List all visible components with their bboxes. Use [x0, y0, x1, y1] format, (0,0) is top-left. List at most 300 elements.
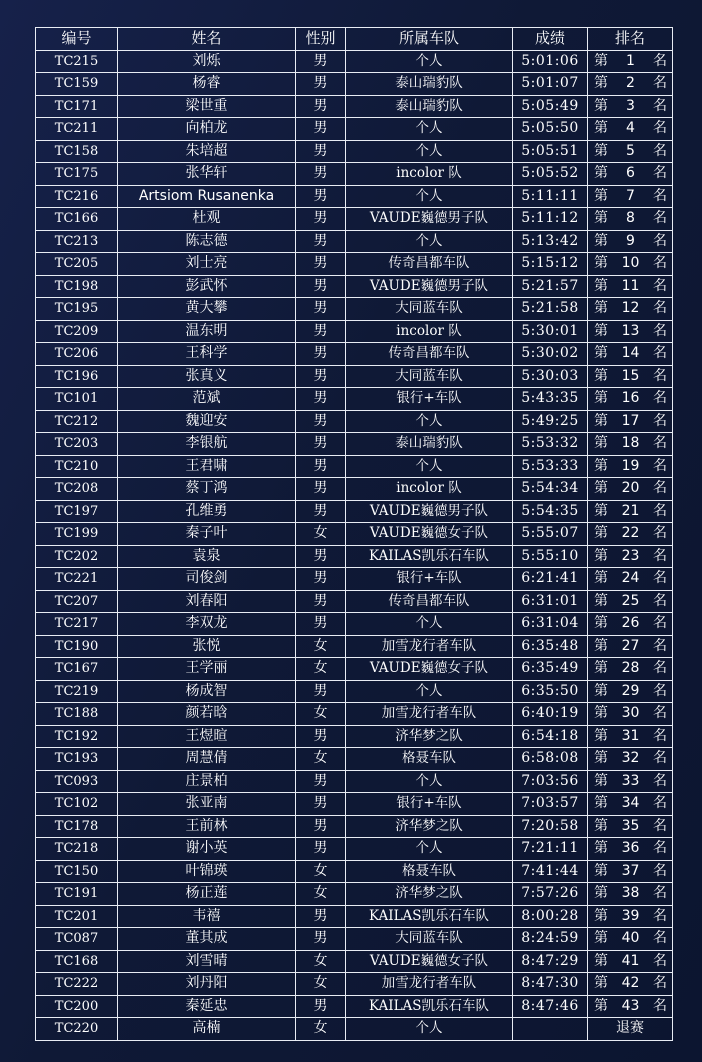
rank-prefix: 第 [594, 907, 608, 924]
table-row [36, 230, 673, 253]
rank-prefix: 第 [594, 435, 608, 452]
rank-suffix: 名 [653, 457, 667, 474]
rank-prefix: 第 [594, 255, 608, 272]
cell-id: TC205 [36, 253, 118, 276]
rank-suffix: 名 [653, 52, 667, 69]
cell-name: 袁泉 [118, 545, 296, 568]
rank-suffix: 名 [653, 817, 667, 834]
cell-rank [588, 545, 673, 568]
cell-team: 个人 [346, 50, 513, 73]
results-table-container [35, 27, 672, 1035]
rank-prefix: 第 [594, 682, 608, 699]
table-row [36, 500, 673, 523]
table-row [36, 838, 673, 861]
cell-time: 5:11:12 [513, 208, 588, 231]
cell-rank [588, 478, 673, 501]
cell-name: 蔡丁鸿 [118, 478, 296, 501]
cell-gender: 男 [296, 995, 346, 1018]
cell-time: 5:21:58 [513, 298, 588, 321]
rank-number: 28 [621, 660, 640, 677]
cell-rank [588, 500, 673, 523]
cell-name: 朱培超 [118, 140, 296, 163]
table-row [36, 455, 673, 478]
cell-team: 加雪龙行者车队 [346, 635, 513, 658]
rank-prefix: 第 [594, 795, 608, 812]
table-row [36, 950, 673, 973]
cell-id: TC178 [36, 815, 118, 838]
table-row [36, 523, 673, 546]
cell-time: 5:30:02 [513, 343, 588, 366]
cell-team: 传奇昌都车队 [346, 253, 513, 276]
cell-name: 魏迎安 [118, 410, 296, 433]
cell-time: 5:30:01 [513, 320, 588, 343]
cell-id: TC215 [36, 50, 118, 73]
cell-id: TC195 [36, 298, 118, 321]
table-row [36, 95, 673, 118]
rank-suffix: 名 [653, 322, 667, 339]
rank-number: 12 [621, 300, 640, 317]
cell-gender: 男 [296, 500, 346, 523]
rank-number: 38 [621, 885, 640, 902]
cell-time: 5:53:33 [513, 455, 588, 478]
rank-prefix: 第 [594, 952, 608, 969]
rank-suffix: 名 [653, 75, 667, 92]
cell-team: 济华梦之队 [346, 725, 513, 748]
cell-rank [588, 995, 673, 1018]
table-row [36, 140, 673, 163]
cell-rank [588, 725, 673, 748]
table-row [36, 298, 673, 321]
table-row [36, 253, 673, 276]
rank-number: 10 [621, 255, 640, 272]
cell-time: 5:55:10 [513, 545, 588, 568]
cell-rank [588, 748, 673, 771]
cell-team: 传奇昌都车队 [346, 343, 513, 366]
cell-time: 6:58:08 [513, 748, 588, 771]
cell-name: 孔维勇 [118, 500, 296, 523]
cell-id: TC171 [36, 95, 118, 118]
cell-name: 梁世重 [118, 95, 296, 118]
rank-prefix: 第 [594, 705, 608, 722]
cell-rank [588, 410, 673, 433]
cell-team: incolor 队 [346, 478, 513, 501]
cell-rank [588, 838, 673, 861]
rank-suffix: 名 [653, 975, 667, 992]
cell-team: 个人 [346, 185, 513, 208]
rank-prefix: 第 [594, 592, 608, 609]
rank-number: 1 [626, 52, 635, 69]
cell-rank [588, 815, 673, 838]
cell-name: 王科学 [118, 343, 296, 366]
table-row [36, 320, 673, 343]
cell-time: 7:03:56 [513, 770, 588, 793]
cell-time: 5:21:57 [513, 275, 588, 298]
rank-number: 40 [621, 930, 640, 947]
cell-name: 杜观 [118, 208, 296, 231]
rank-suffix: 名 [653, 255, 667, 272]
cell-team: 个人 [346, 118, 513, 141]
cell-name: 谢小英 [118, 838, 296, 861]
rank-number: 37 [621, 862, 640, 879]
rank-number: 32 [621, 750, 640, 767]
rank-number: 30 [621, 705, 640, 722]
table-row [36, 748, 673, 771]
table-row [36, 703, 673, 726]
rank-suffix: 名 [653, 165, 667, 182]
rank-prefix: 第 [594, 547, 608, 564]
cell-time: 8:00:28 [513, 905, 588, 928]
cell-rank [588, 613, 673, 636]
cell-gender: 男 [296, 320, 346, 343]
cell-time [513, 1018, 588, 1041]
cell-gender: 男 [296, 815, 346, 838]
cell-time: 5:05:49 [513, 95, 588, 118]
table-row [36, 635, 673, 658]
header-name: 姓名 [118, 28, 296, 51]
cell-rank [588, 883, 673, 906]
rank-number: 43 [621, 997, 640, 1014]
cell-id: TC207 [36, 590, 118, 613]
rank-number: 34 [621, 795, 640, 812]
cell-name: 范斌 [118, 388, 296, 411]
cell-rank [588, 455, 673, 478]
cell-time: 7:20:58 [513, 815, 588, 838]
cell-rank [588, 973, 673, 996]
rank-number: 35 [621, 817, 640, 834]
table-row [36, 208, 673, 231]
cell-gender: 男 [296, 185, 346, 208]
cell-team: 个人 [346, 770, 513, 793]
rank-prefix: 第 [594, 862, 608, 879]
cell-id: TC190 [36, 635, 118, 658]
rank-suffix: 名 [653, 727, 667, 744]
cell-gender: 女 [296, 950, 346, 973]
rank-suffix: 名 [653, 750, 667, 767]
cell-rank [588, 388, 673, 411]
cell-gender: 男 [296, 410, 346, 433]
cell-gender: 男 [296, 230, 346, 253]
cell-id: TC202 [36, 545, 118, 568]
rank-suffix: 名 [653, 525, 667, 542]
cell-gender: 女 [296, 973, 346, 996]
table-row [36, 680, 673, 703]
rank-number: 18 [621, 435, 640, 452]
rank-suffix: 名 [653, 705, 667, 722]
table-row [36, 1018, 673, 1041]
cell-name: 韦禧 [118, 905, 296, 928]
cell-gender: 男 [296, 838, 346, 861]
table-row [36, 658, 673, 681]
cell-gender: 男 [296, 928, 346, 951]
cell-id: TC167 [36, 658, 118, 681]
cell-id: TC191 [36, 883, 118, 906]
rank-suffix: 名 [653, 660, 667, 677]
cell-name: 司俊剑 [118, 568, 296, 591]
table-row [36, 73, 673, 96]
cell-time: 5:05:51 [513, 140, 588, 163]
cell-gender: 男 [296, 770, 346, 793]
table-row [36, 343, 673, 366]
cell-id: TC168 [36, 950, 118, 973]
rank-prefix: 第 [594, 997, 608, 1014]
cell-name: 杨正莲 [118, 883, 296, 906]
cell-rank [588, 73, 673, 96]
rank-suffix: 名 [653, 480, 667, 497]
rank-number: 9 [626, 232, 635, 249]
rank-prefix: 第 [594, 345, 608, 362]
cell-id: TC166 [36, 208, 118, 231]
table-row [36, 410, 673, 433]
cell-gender: 男 [296, 140, 346, 163]
cell-id: TC196 [36, 365, 118, 388]
cell-name: 董其成 [118, 928, 296, 951]
table-row [36, 545, 673, 568]
rank-number: 21 [621, 502, 640, 519]
rank-number: 19 [621, 457, 640, 474]
cell-name: 黄大攀 [118, 298, 296, 321]
cell-id: TC192 [36, 725, 118, 748]
rank-number: 42 [621, 975, 640, 992]
cell-team: 银行+车队 [346, 793, 513, 816]
table-row [36, 478, 673, 501]
cell-rank [588, 275, 673, 298]
cell-gender: 男 [296, 253, 346, 276]
cell-gender: 男 [296, 50, 346, 73]
cell-gender: 男 [296, 568, 346, 591]
cell-gender: 男 [296, 95, 346, 118]
rank-number: 8 [626, 210, 635, 227]
cell-rank [588, 523, 673, 546]
rank-suffix: 名 [653, 840, 667, 857]
cell-name: 王煜暄 [118, 725, 296, 748]
rank-prefix: 第 [594, 930, 608, 947]
cell-rank [588, 320, 673, 343]
rank-prefix: 第 [594, 457, 608, 474]
table-row [36, 433, 673, 456]
rank-suffix: 名 [653, 772, 667, 789]
rank-suffix: 名 [653, 930, 667, 947]
cell-name: 庄景柏 [118, 770, 296, 793]
cell-team: 个人 [346, 613, 513, 636]
rank-suffix: 名 [653, 502, 667, 519]
rank-prefix: 第 [594, 525, 608, 542]
cell-id: TC221 [36, 568, 118, 591]
cell-team: 格聂车队 [346, 748, 513, 771]
table-row [36, 590, 673, 613]
table-body [36, 50, 673, 1040]
cell-team: 泰山瑞豹队 [346, 433, 513, 456]
rank-number: 20 [621, 480, 640, 497]
rank-suffix: 名 [653, 277, 667, 294]
rank-prefix: 第 [594, 570, 608, 587]
cell-rank [588, 680, 673, 703]
rank-suffix: 名 [653, 907, 667, 924]
cell-id: TC219 [36, 680, 118, 703]
rank-suffix: 名 [653, 232, 667, 249]
cell-time: 5:11:11 [513, 185, 588, 208]
table-row [36, 50, 673, 73]
table-row [36, 388, 673, 411]
rank-suffix: 名 [653, 367, 667, 384]
cell-rank [588, 658, 673, 681]
cell-team: 加雪龙行者车队 [346, 703, 513, 726]
cell-name: 张华轩 [118, 163, 296, 186]
cell-time: 5:01:06 [513, 50, 588, 73]
rank-prefix: 第 [594, 75, 608, 92]
cell-name: 刘烁 [118, 50, 296, 73]
cell-gender: 男 [296, 208, 346, 231]
table-row [36, 568, 673, 591]
rank-prefix: 第 [594, 300, 608, 317]
rank-prefix: 第 [594, 637, 608, 654]
cell-name: 王君啸 [118, 455, 296, 478]
rank-number: 2 [626, 75, 635, 92]
cell-team: VAUDE巍德女子队 [346, 658, 513, 681]
rank-number: 15 [621, 367, 640, 384]
cell-gender: 男 [296, 725, 346, 748]
cell-name: 李双龙 [118, 613, 296, 636]
cell-rank [588, 928, 673, 951]
cell-team: 个人 [346, 680, 513, 703]
rank-prefix: 第 [594, 660, 608, 677]
cell-id: TC199 [36, 523, 118, 546]
rank-number: 16 [621, 390, 640, 407]
rank-suffix: 名 [653, 390, 667, 407]
cell-rank [588, 433, 673, 456]
rank-prefix: 第 [594, 120, 608, 137]
cell-gender: 男 [296, 433, 346, 456]
cell-name: 周慧倩 [118, 748, 296, 771]
cell-id: TC193 [36, 748, 118, 771]
cell-gender: 男 [296, 298, 346, 321]
cell-name: 叶锦瑛 [118, 860, 296, 883]
cell-rank [588, 50, 673, 73]
cell-id: TC222 [36, 973, 118, 996]
cell-rank [588, 793, 673, 816]
cell-time: 7:21:11 [513, 838, 588, 861]
cell-time: 6:35:50 [513, 680, 588, 703]
cell-team: VAUDE巍德男子队 [346, 500, 513, 523]
rank-suffix: 名 [653, 570, 667, 587]
cell-gender: 女 [296, 860, 346, 883]
cell-id: TC175 [36, 163, 118, 186]
rank-suffix: 名 [653, 952, 667, 969]
header-rank: 排名 [588, 28, 673, 51]
rank-number: 41 [621, 952, 640, 969]
cell-team: VAUDE巍德男子队 [346, 208, 513, 231]
table-row [36, 163, 673, 186]
cell-team: 泰山瑞豹队 [346, 73, 513, 96]
header-gender: 性别 [296, 28, 346, 51]
rank-prefix: 第 [594, 885, 608, 902]
table-row [36, 185, 673, 208]
cell-gender: 女 [296, 658, 346, 681]
cell-rank-status: 退赛 [588, 1018, 673, 1041]
rank-prefix: 第 [594, 840, 608, 857]
rank-suffix: 名 [653, 187, 667, 204]
cell-gender: 女 [296, 523, 346, 546]
cell-time: 8:24:59 [513, 928, 588, 951]
cell-id: TC211 [36, 118, 118, 141]
table-row [36, 995, 673, 1018]
cell-rank [588, 185, 673, 208]
header-id: 编号 [36, 28, 118, 51]
cell-team: 大同蓝车队 [346, 365, 513, 388]
cell-id: TC201 [36, 905, 118, 928]
cell-gender: 男 [296, 343, 346, 366]
cell-gender: 男 [296, 590, 346, 613]
cell-rank [588, 140, 673, 163]
cell-gender: 男 [296, 118, 346, 141]
rank-number: 7 [626, 187, 635, 204]
rank-number: 17 [621, 412, 640, 429]
cell-name: 杨睿 [118, 73, 296, 96]
cell-team: 大同蓝车队 [346, 298, 513, 321]
cell-gender: 男 [296, 388, 346, 411]
rank-prefix: 第 [594, 502, 608, 519]
table-row [36, 815, 673, 838]
cell-rank [588, 95, 673, 118]
rank-prefix: 第 [594, 480, 608, 497]
rank-number: 4 [626, 120, 635, 137]
table-row [36, 928, 673, 951]
results-table [35, 27, 673, 1041]
cell-id: TC101 [36, 388, 118, 411]
rank-prefix: 第 [594, 277, 608, 294]
rank-number: 39 [621, 907, 640, 924]
cell-id: TC188 [36, 703, 118, 726]
rank-prefix: 第 [594, 97, 608, 114]
cell-gender: 女 [296, 748, 346, 771]
cell-team: 加雪龙行者车队 [346, 973, 513, 996]
rank-suffix: 名 [653, 210, 667, 227]
rank-number: 27 [621, 637, 640, 654]
rank-suffix: 名 [653, 300, 667, 317]
rank-suffix: 名 [653, 142, 667, 159]
cell-id: TC102 [36, 793, 118, 816]
cell-name: 刘士亮 [118, 253, 296, 276]
cell-rank [588, 905, 673, 928]
cell-id: TC197 [36, 500, 118, 523]
cell-rank [588, 118, 673, 141]
cell-time: 6:21:41 [513, 568, 588, 591]
rank-suffix: 名 [653, 682, 667, 699]
cell-name: 秦延忠 [118, 995, 296, 1018]
cell-time: 5:01:07 [513, 73, 588, 96]
cell-team: KAILAS凯乐石车队 [346, 995, 513, 1018]
rank-suffix: 名 [653, 97, 667, 114]
cell-gender: 男 [296, 905, 346, 928]
rank-suffix: 名 [653, 997, 667, 1014]
cell-rank [588, 860, 673, 883]
rank-suffix: 名 [653, 615, 667, 632]
rank-suffix: 名 [653, 345, 667, 362]
rank-number: 24 [621, 570, 640, 587]
cell-rank [588, 950, 673, 973]
cell-id: TC093 [36, 770, 118, 793]
cell-time: 5:49:25 [513, 410, 588, 433]
rank-suffix: 名 [653, 862, 667, 879]
cell-team: 个人 [346, 230, 513, 253]
rank-prefix: 第 [594, 412, 608, 429]
cell-id: TC218 [36, 838, 118, 861]
cell-rank [588, 208, 673, 231]
table-row [36, 118, 673, 141]
cell-name: 王前林 [118, 815, 296, 838]
rank-prefix: 第 [594, 210, 608, 227]
cell-rank [588, 365, 673, 388]
cell-time: 5:54:35 [513, 500, 588, 523]
